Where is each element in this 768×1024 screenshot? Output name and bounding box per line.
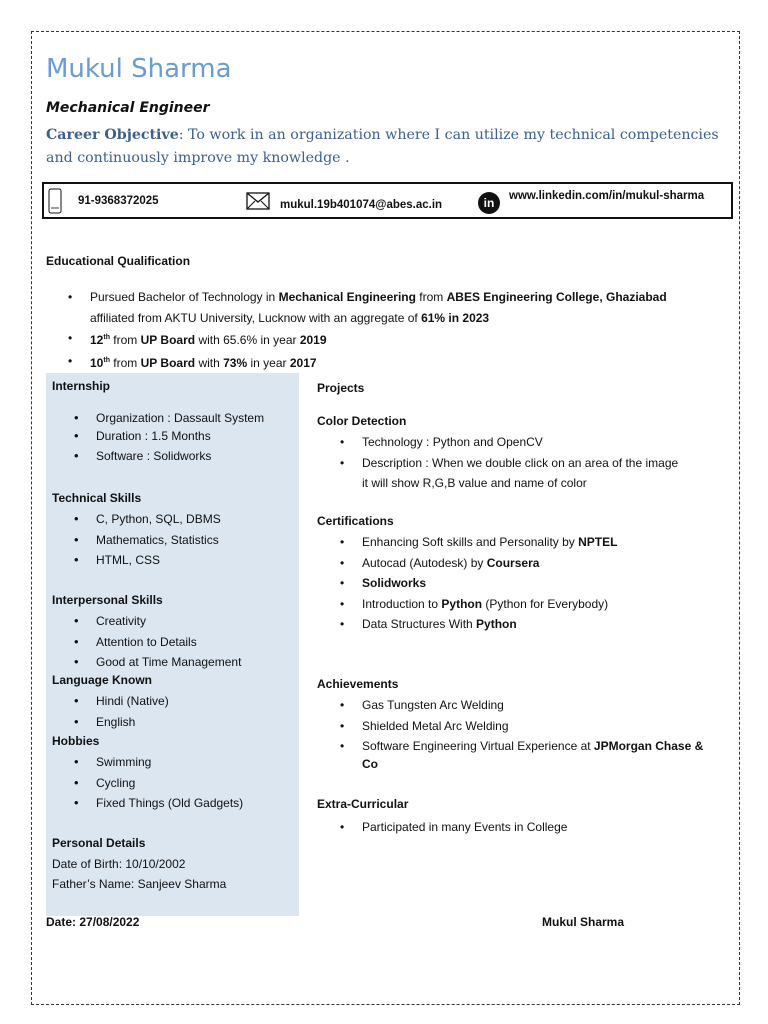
list-item: • Creativity <box>96 611 241 632</box>
text-run: Autocad (Autodesk) by <box>362 555 487 570</box>
certifications-heading: Certifications <box>317 514 394 528</box>
list-item: • Mathematics, Statistics <box>96 530 221 551</box>
project-name: Color Detection <box>317 414 407 428</box>
text-run: in year <box>247 355 290 370</box>
text-run: Pursued Bachelor of Technology in <box>90 290 279 304</box>
education-item-10th: • 10th from UP Board with 73% in year 2017 <box>68 353 317 370</box>
linkedin-url[interactable]: www.linkedin.com/in/mukul-sharma <box>509 189 705 202</box>
extra-curricular-list <box>340 817 742 838</box>
project-details <box>340 432 742 493</box>
footer-date: Date: 27/08/2022 <box>46 915 140 929</box>
text-run: Shielded Metal Arc Welding <box>362 718 509 733</box>
list-item: • English <box>96 712 169 733</box>
text-run: Enhancing Soft skills and Personality by <box>362 535 579 549</box>
technical-skills-list <box>96 509 221 571</box>
education-list <box>68 287 740 373</box>
text-run: with <box>195 355 224 370</box>
fathers-name: Father’s Name: Sanjeev Sharma <box>52 877 227 891</box>
date-of-birth: Date of Birth: 10/10/2002 <box>52 857 186 871</box>
list-item <box>340 594 742 615</box>
career-objective <box>46 124 736 170</box>
list-item <box>340 695 747 716</box>
technical-skills-heading: Technical Skills <box>52 491 142 505</box>
text-run: 10 <box>90 355 104 370</box>
interpersonal-skills-list <box>96 611 241 673</box>
text-run: Software Engineering Virtual Experience at <box>362 739 594 753</box>
hobbies-heading: Hobbies <box>52 734 100 748</box>
list-item <box>340 532 742 553</box>
list-item: • Technology : Python and OpenCV <box>340 435 543 449</box>
text-run: 61% in 2023 <box>421 310 490 325</box>
text-run: affiliated from AKTU University, Lucknow with an aggregate of <box>90 310 422 325</box>
list-item: • Hindi (Native) <box>96 691 169 712</box>
internship-list <box>96 409 264 467</box>
phone-number[interactable]: 91-9368372025 <box>78 194 159 207</box>
achievements-list <box>340 695 747 757</box>
text-run: ABES Engineering College, Ghaziabad <box>446 290 667 304</box>
text-run: Python <box>476 617 517 631</box>
bullet: • <box>340 718 345 733</box>
text-run: UP Board <box>140 355 196 370</box>
list-item-continuation: it will show R,G,B value and name of color <box>362 476 587 490</box>
phone-icon <box>48 188 62 214</box>
resume-page <box>31 31 740 1005</box>
bullet: • <box>340 535 345 549</box>
personal-details-heading: Personal Details <box>52 836 146 850</box>
hobbies-list <box>96 752 243 814</box>
achievements-continuation: Co <box>362 757 378 771</box>
objective-label: Career Objective <box>46 127 179 143</box>
list-item: • C, Python, SQL, DBMS <box>96 509 221 530</box>
text-run: th <box>103 356 110 364</box>
list-item <box>340 573 742 594</box>
projects-heading: Projects <box>317 381 365 395</box>
text-run: from <box>415 290 447 304</box>
list-item <box>340 614 742 635</box>
text-run: 2019 <box>299 333 327 347</box>
internship-heading: Internship <box>52 379 111 393</box>
list-item: • Fixed Things (Old Gadgets) <box>96 793 243 814</box>
list-item: • Software : Solidworks <box>96 445 264 467</box>
text-run: UP Board <box>140 333 196 347</box>
contact-bar <box>42 182 733 219</box>
list-item: • Swimming <box>96 752 243 773</box>
text-run: Mechanical Engineering <box>278 290 416 304</box>
linkedin-icon: in <box>478 192 500 214</box>
text-run: th <box>103 334 110 341</box>
mail-icon <box>246 192 270 210</box>
footer-signature: Mukul Sharma <box>542 915 625 929</box>
list-item: • Organization : Dassault System <box>96 409 264 427</box>
list-item: • HTML, CSS <box>96 550 221 571</box>
text-run: 12 <box>90 333 104 347</box>
candidate-role: Mechanical Engineer <box>46 100 210 116</box>
text-run: (Python for Everybody) <box>482 596 609 611</box>
text-run: Solidworks <box>362 576 427 590</box>
phone-contact <box>48 184 159 217</box>
language-heading: Language Known <box>52 673 152 687</box>
list-item: • Description : When we double click on an area of the image <box>340 455 679 470</box>
text-run: from <box>109 333 141 347</box>
email-contact <box>246 184 442 217</box>
email-address[interactable]: mukul.19b401074@abes.ac.in <box>280 198 443 211</box>
text-run: Gas Tungsten Arc Welding <box>362 698 504 712</box>
list-item <box>340 736 747 757</box>
bullet: • <box>340 617 345 631</box>
list-item <box>340 553 742 574</box>
list-item: • Attention to Details <box>96 632 241 653</box>
text-run: Introduction to <box>362 596 442 611</box>
objective-text: : To work in an organization where I can utilize my technical competencies and continuously improve my knowledge . <box>46 127 719 166</box>
interpersonal-skills-heading: Interpersonal Skills <box>52 593 163 607</box>
achievements-heading: Achievements <box>317 677 399 691</box>
bullet: • <box>340 576 345 590</box>
candidate-name: Mukul Sharma <box>46 54 232 84</box>
list-item: • Cycling <box>96 773 243 794</box>
text-run: 73% <box>223 355 248 370</box>
list-item: • Participated in many Events in College <box>340 820 568 834</box>
education-item-12th: • 12th from UP Board with 65.6% in year 2019 <box>68 331 327 347</box>
certifications-list <box>340 532 742 635</box>
text-run: from <box>109 355 141 370</box>
text-run: Data Structures With <box>362 617 477 631</box>
text-run: 2017 <box>289 355 317 370</box>
list-item: • Duration : 1.5 Months <box>96 427 264 445</box>
education-item-btech: • Pursued Bachelor of Technology in Mechanical Engineering from ABES Engineering College, Ghaziabad affiliated from AKTU University, Lucknow with an aggregate of 61% in 2023 <box>68 290 667 325</box>
bullet: • <box>340 739 345 753</box>
text-run: Python <box>441 596 483 611</box>
education-heading: Educational Qualification <box>46 254 191 268</box>
extra-curricular-heading: Extra-Curricular <box>317 797 409 811</box>
text-run: with 65.6% in year <box>195 333 300 347</box>
bullet: • <box>340 596 345 611</box>
bullet: • <box>340 698 345 712</box>
text-run: JPMorgan Chase & <box>593 739 704 753</box>
bullet: • <box>340 555 345 570</box>
linkedin-contact <box>478 184 704 217</box>
text-run: NPTEL <box>578 535 618 549</box>
left-column <box>46 373 299 916</box>
language-list <box>96 691 169 732</box>
list-item: • Good at Time Management <box>96 652 241 673</box>
text-run: Coursera <box>486 555 540 570</box>
list-item <box>340 716 747 737</box>
